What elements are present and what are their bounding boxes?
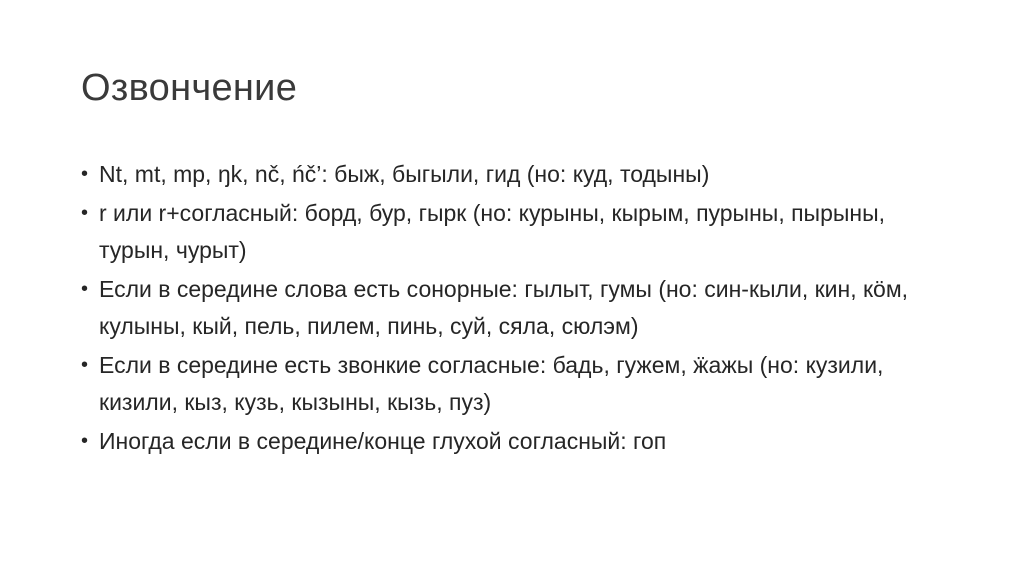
bullet-dot-icon: •	[81, 278, 89, 300]
bullet-item	[81, 423, 961, 460]
bullet-text: Иногда если в середине/конце глухой согласный: гоп	[99, 428, 667, 454]
bullet-item	[81, 156, 961, 193]
bullet-list	[81, 156, 961, 462]
bullet-item	[81, 271, 961, 345]
bullet-text: r или r+согласный: борд, бур, гырк (но: курыны, кырым, пурыны, пырыны, турын, чурыт)	[99, 200, 886, 263]
bullet-item	[81, 195, 961, 269]
bullet-text: Если в середине есть звонкие согласные: бадь, гужем, ӝажы (но: кузили, кизили, кыз, кузь, кызыны, кызь, пуз)	[99, 352, 884, 415]
bullet-dot-icon: •	[81, 202, 89, 224]
bullet-item	[81, 347, 961, 421]
slide-title: Озвончение	[81, 67, 298, 109]
bullet-text: Nt, mt, mp, ŋk, nč, ńč’: быж, быгыли, гид (но: куд, тодыны)	[99, 161, 710, 187]
bullet-text: Если в середине слова есть сонорные: гылыт, гумы (но: син-кыли, кин, кӧм, кулыны, кый, пель, пилем, пинь, суй, сяла, сюлэм)	[99, 276, 909, 339]
bullet-dot-icon: •	[81, 354, 89, 376]
bullet-dot-icon: •	[81, 163, 89, 185]
bullet-dot-icon: •	[81, 430, 89, 452]
